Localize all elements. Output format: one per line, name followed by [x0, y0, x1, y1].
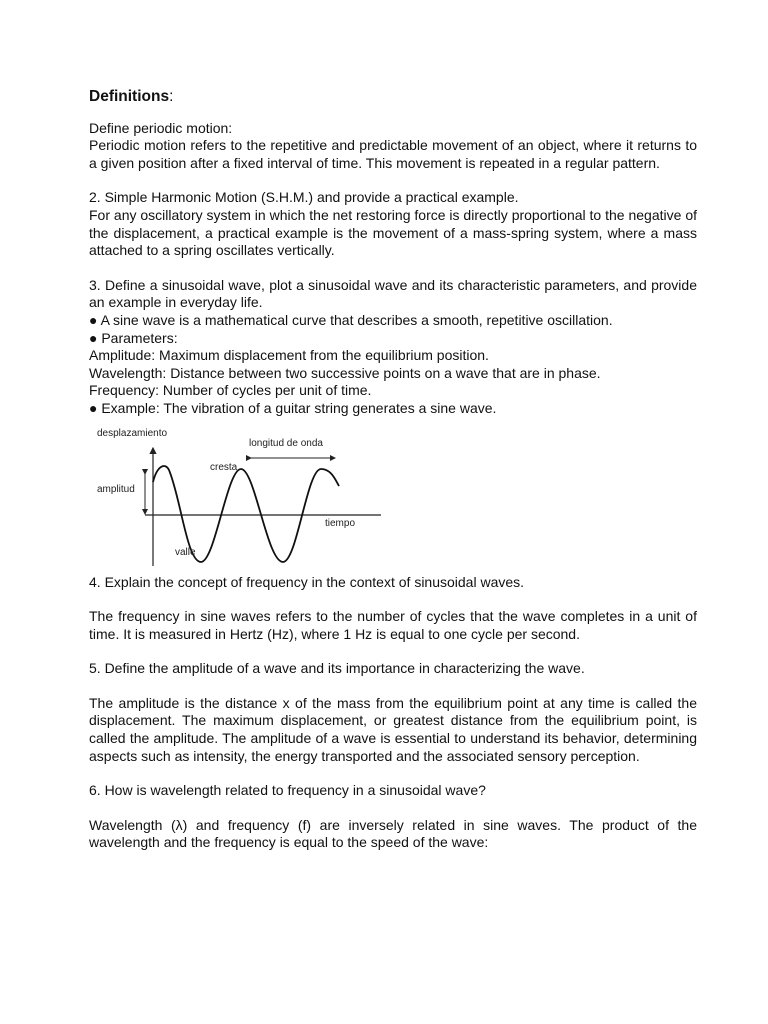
trough-label: valle	[175, 546, 196, 558]
q3-title: 3. Define a sinusoidal wave, plot a sinusoidal wave and its characteristic parameters, and provide an example in everyday life.	[89, 276, 697, 311]
q4-body: The frequency in sine waves refers to the number of cycles that the wave completes in a unit of time. It is measured in Hertz (Hz), where 1 Hz is equal to one cycle per second.	[89, 608, 697, 642]
q6-body: Wavelength (λ) and frequency (f) are inversely related in sine waves. The product of the wavelength and the frequency is equal to the speed of the wave:	[89, 816, 697, 851]
q2-title: 2. Simple Harmonic Motion (S.H.M.) and provide a practical example.	[89, 189, 519, 206]
y-axis-label: desplazamiento	[97, 427, 168, 439]
q1-title: Define periodic motion:	[89, 119, 233, 136]
wavelength-label: longitud de onda	[249, 437, 323, 449]
amplitude-label: amplitud	[97, 483, 135, 495]
q3-line: ● Example: The vibration of a guitar string generates a sine wave.	[89, 399, 497, 416]
sine-wave-diagram	[89, 424, 697, 574]
q3-line: Frequency: Number of cycles per unit of time.	[89, 382, 372, 399]
heading-title: Definitions	[89, 88, 170, 105]
time-label: tiempo	[325, 517, 356, 529]
section-heading	[89, 88, 697, 106]
crest-label: cresta	[210, 461, 238, 473]
q3-line: Wavelength: Distance between two successive points on a wave that are in phase.	[89, 364, 601, 381]
q4-title: 4. Explain the concept of frequency in the context of sinusoidal waves.	[89, 573, 525, 590]
sine-wave-figure	[89, 424, 389, 574]
q3-line: ● Parameters:	[89, 329, 178, 346]
heading-colon: :	[169, 88, 174, 105]
q5-body: The amplitude is the distance x of the mass from the equilibrium point at any time is called the displacement. The maximum displacement, or greatest distance from the equilibrium point, is called the amplitude. The amplitude of a wave is essential to understand its behavior, determining aspects such as intensity, the energy transported and the associated sensory perception.	[89, 694, 697, 764]
q5-title: 5. Define the amplitude of a wave and its importance in characterizing the wave.	[89, 660, 585, 677]
q3-line: Amplitude: Maximum displacement from the equilibrium position.	[89, 347, 489, 364]
document-page	[89, 88, 697, 852]
q2-body: For any oscillatory system in which the net restoring force is directly proportional to the negative of the displacement, a practical example is the movement of a mass-spring system, where a mass attached to a spring oscillates vertically.	[89, 206, 697, 259]
q6-title: 6. How is wavelength related to frequency in a sinusoidal wave?	[89, 782, 486, 799]
q1-body: Periodic motion refers to the repetitive and predictable movement of an object, where it returns to a given position after a fixed interval of time. This movement is repeated in a regular pattern.	[89, 137, 697, 171]
q3-line: ● A sine wave is a mathematical curve that describes a smooth, repetitive oscillation.	[89, 311, 613, 328]
